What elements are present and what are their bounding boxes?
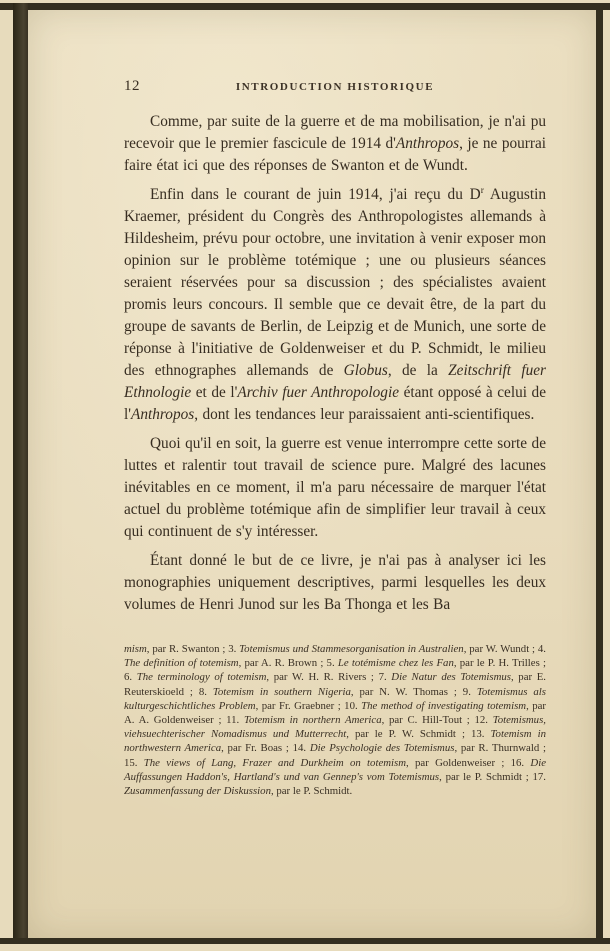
paragraph-1: Comme, par suite de la guerre et de ma mobilisation, je n'ai pu recevoir que le premier fascicule de 1914 d'Anthropos, je ne pourrai faire état ici que des réponses de Swanton et de Wundt.: [124, 113, 546, 174]
footnote: mism, par R. Swanton ; 3. Totemismus und Stammesorganisation in Australien, par W. Wundt ; 4. The definition of totemism, par A. R. Brown ; 5. Le totémisme chez les Fan, par le P. H. Trilles ; 6. The terminology of totemism, par W. H. R. Rivers ; 7. Die Natur des Totemismus, par E. Reuterskioeld ; 8. Totemism in southern Nigeria, par N. W. Thomas ; 9. Totemismus als kulturgeschichtliches Problem, par Fr. Graebner ; 10. The method of investigating totemism, par A. A. Goldenweiser ; 11. Totemism in northern America, par C. Hill-Tout ; 12. Totemismus, viehsuechterischer Nomadismus und Mutterrecht, par le P. W. Schmidt ; 13. Totemism in northwestern America, par Fr. Boas ; 14. Die Psychologie des Totemismus, par R. Thurnwald ; 15. The views of Lang, Frazer and Durkheim on totemism, par Goldenweiser ; 16. Die Auffassungen Haddon's, Hartland's und van Gennep's vom Totemismus, par le P. Schmidt ; 17. Zusammenfassung der Diskussion, par le P. Schmidt.: [124, 643, 547, 798]
scan-edge-right: [596, 3, 603, 944]
paragraph-4: Étant donné le but de ce livre, je n'ai pas à analyser ici les monographies uniquement descriptives, parmi lesquelles les deux volumes de Henri Junod sur les Ba Thonga et les Ba: [124, 552, 546, 613]
page-paper: [28, 10, 596, 938]
page-header: [124, 78, 546, 95]
paragraph-3: Quoi qu'il en soit, la guerre est venue interrompre cette sorte de luttes et ralentir tout travail de science pure. Malgré des lacunes inévitables en ce moment, il m'a paru nécessaire de marquer l'état actuel du problème totémique afin de simplifier leur travail à ceux qui continuent de s'y intéresser.: [124, 435, 546, 540]
scan-edge-bottom: [0, 938, 610, 944]
scan-edge-top: [0, 3, 610, 10]
scan-edge-left: [13, 3, 28, 944]
running-header-title: INTRODUCTION HISTORIQUE: [235, 81, 435, 93]
page-number: 12: [124, 78, 140, 94]
paragraph-2: Enfin dans le courant de juin 1914, j'ai reçu du $D^r$ Augustin Kraemer, président du Congrès des Anthropologistes allemands à Hildesheim, prévu pour octobre, une invitation à venir exposer mon opinion sur le problème totémique ; une ou plusieurs séances seraient réservées pour sa discussion ; des spécialistes avaient promis leurs concours. Il semble que ce devait être, de la part du groupe de savants de Berlin, de Leipzig et de Munich, une sorte de réponse à l'initiative de Goldenweiser et du P. Schmidt, le milieu des ethnographes allemands de Globus, de la Zeitschrift fuer Ethnologie et de l'Archiv fuer Anthropologie étant opposé à celui de l'Anthropos, dont les tendances leur paraissaient anti-scientifiques.: [124, 185, 546, 423]
